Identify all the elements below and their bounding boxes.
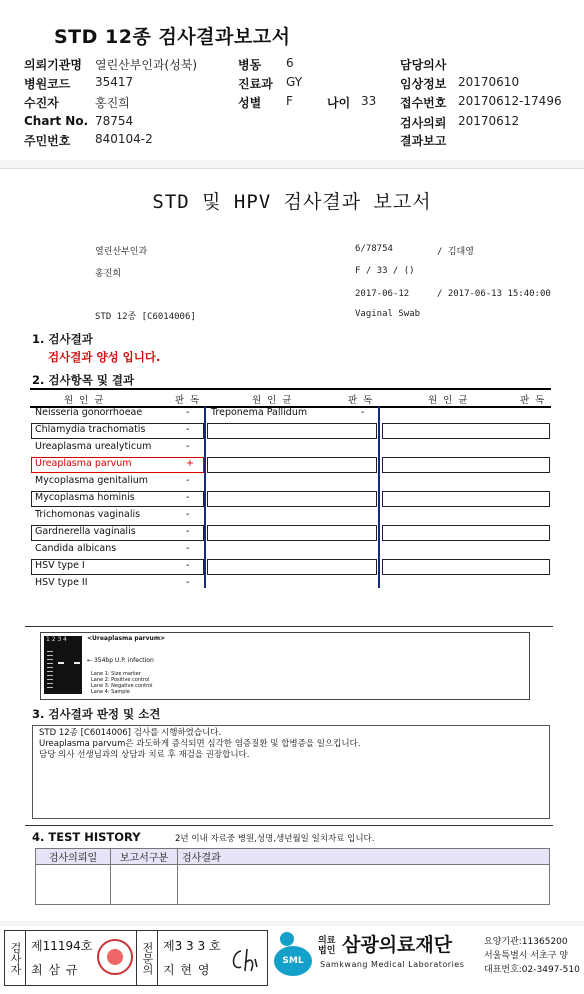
- gel-band-label: ← 354bp U.P. infection: [87, 657, 154, 664]
- sml-logo-icon: [274, 932, 316, 980]
- report-label: 결과보고: [400, 134, 447, 148]
- age-label: 나이: [327, 96, 351, 110]
- pathogen-result: +: [186, 458, 194, 469]
- pathogen-result: -: [186, 407, 190, 418]
- clinical-value: 20170610: [458, 75, 520, 89]
- report-header: [0, 0, 584, 160]
- section-conclusion: 3. 검사결과 판정 및 소견: [32, 707, 161, 721]
- result-cell-box: [207, 423, 377, 439]
- tester-number: 제11194호: [31, 939, 93, 953]
- positive-message: 검사결과 양성 입니다.: [48, 350, 161, 364]
- pathogen-name: HSV type II: [35, 577, 88, 588]
- tester-label: 검사자: [5, 931, 26, 985]
- history-empty-row: [36, 865, 550, 905]
- result-cell-box: [207, 457, 377, 473]
- column-divider: [204, 406, 206, 588]
- conclusion-line: 담당 의사 선생님과의 상담과 치료 후 재검을 권장합니다.: [39, 750, 250, 760]
- report-date-received: 2017-06-12: [355, 289, 410, 299]
- report-patient: 홍진희: [95, 269, 122, 279]
- chart-label: Chart No.: [24, 114, 89, 128]
- gel-legend-item: Lane 3: Negative control: [91, 683, 153, 689]
- pathogen-result: -: [186, 424, 190, 435]
- result-cell-box: [207, 559, 377, 575]
- logo-dot: [280, 932, 294, 946]
- result-cell-box: [31, 559, 204, 575]
- age-value: 33: [361, 94, 377, 108]
- history-note: 2년 이내 자료중 병원,성명,생년월일 일치자료 입니다.: [175, 834, 375, 844]
- id-label: 주민번호: [24, 134, 71, 148]
- patient-label: 수진자: [24, 96, 59, 110]
- address: 서울특별시 서초구 양: [484, 951, 568, 961]
- sex-value: F: [286, 94, 293, 108]
- signature-icon: [227, 945, 261, 975]
- seal-center: [107, 949, 123, 965]
- org-label: 의뢰기관명: [24, 58, 82, 72]
- report-date-reported: / 2017-06-13 15:40:00: [437, 289, 551, 299]
- history-header-row: [36, 849, 550, 865]
- col2-pathogen-name: Treponema Pallidum: [211, 407, 308, 418]
- req-label: 검사의뢰: [400, 116, 447, 130]
- pathogen-result: -: [186, 543, 190, 554]
- result-cell-box: [382, 457, 550, 473]
- pathogen-result: -: [186, 509, 190, 520]
- result-cell-box: [207, 525, 377, 541]
- doctor-label: 담당의사: [400, 58, 447, 72]
- result-cell-box: [382, 559, 550, 575]
- report-ward-chart: 6/78754: [355, 244, 393, 254]
- patient-value: 홍진희: [95, 96, 130, 110]
- sex-label: 성별: [238, 96, 262, 110]
- logo-text: SML: [274, 946, 312, 976]
- report-hospital: 열린산부인과: [95, 247, 148, 257]
- col1-pathogen-header: 원인균: [64, 395, 110, 406]
- pathogen-result: -: [186, 492, 190, 503]
- history-table: [35, 848, 550, 905]
- signature-footer: [0, 926, 584, 994]
- pathogen-name: HSV type I: [35, 560, 85, 571]
- divider: [25, 626, 553, 627]
- gel-legend-item: Lane 1: Size marker: [91, 671, 141, 677]
- pathogen-name: Ureaplasma urealyticum: [35, 441, 152, 452]
- pathogen-name: Chlamydia trachomatis: [35, 424, 146, 435]
- corp-type: 의료법인: [318, 936, 336, 956]
- corp-name: 삼광의료재단: [342, 934, 453, 956]
- report-sex-age: F / 33 / (): [355, 266, 415, 276]
- pathogen-result: -: [186, 441, 190, 452]
- ward-label: 병동: [238, 58, 262, 72]
- gel-lane-numbers: 1 2 3 4: [46, 636, 67, 643]
- history-col-date: 검사의뢰일: [36, 849, 111, 865]
- col2-result-header: 판독: [348, 395, 379, 406]
- result-cell-box: [31, 525, 204, 541]
- col3-pathogen-header: 원인균: [428, 395, 474, 406]
- seal-stamp-icon: [97, 939, 133, 975]
- gel-legend: [91, 671, 153, 695]
- corp-english: Samkwang Medical Laboratories: [320, 960, 465, 969]
- section-items: 2. 검사항목 및 결과: [32, 373, 135, 387]
- recv-value: 20170612-17496: [458, 94, 562, 108]
- tester-name: 최 삼 규: [31, 963, 79, 977]
- report-sheet: [0, 168, 584, 921]
- report-doctor: / 김대영: [437, 247, 474, 257]
- chart-value: 78754: [95, 114, 134, 128]
- section-history: 4. TEST HISTORY: [32, 830, 141, 844]
- institution-code: 요양기관:11365200: [484, 937, 568, 947]
- report-title: STD 및 HPV 검사결과 보고서: [152, 191, 432, 213]
- result-cell-box: [31, 423, 204, 439]
- report-test-name: STD 12종 [C6014006]: [95, 312, 196, 322]
- pathogen-name: Mycoplasma genitalium: [35, 475, 149, 486]
- gel-legend-item: Lane 4: Sample: [91, 689, 130, 695]
- col1-result-header: 판독: [175, 395, 206, 406]
- id-value: 840104-2: [95, 132, 153, 146]
- col3-result-header: 판독: [520, 395, 551, 406]
- req-value: 20170612: [458, 114, 520, 128]
- pathogen-name: Mycoplasma hominis: [35, 492, 135, 503]
- specialist-name: 지 현 영: [163, 963, 211, 977]
- gel-electrophoresis-image: [40, 632, 530, 700]
- specialist-label: 전문의: [136, 931, 158, 985]
- gel-marker-lane: [47, 648, 53, 688]
- pathogen-name: Neisseria gonorrhoeae: [35, 407, 143, 418]
- pathogen-result: -: [186, 560, 190, 571]
- pathogen-name: Ureaplasma parvum: [35, 458, 132, 469]
- conclusion-line: Ureaplasma parvum은 과도하게 증식되면 심각한 염증질환 및 합병증을 일으킵니다.: [39, 739, 361, 749]
- phone: 대표번호:02-3497-510: [484, 965, 580, 975]
- clinical-label: 임상정보: [400, 77, 447, 91]
- section-results: 1. 검사결과: [32, 332, 93, 346]
- gel-legend-item: Lane 2: Positive control: [91, 677, 150, 683]
- conclusion-line: STD 12종 [C6014006] 검사를 시행하였습니다.: [39, 728, 222, 738]
- hcode-label: 병원코드: [24, 77, 71, 91]
- hcode-value: 35417: [95, 75, 134, 89]
- pathogen-result: -: [186, 577, 190, 588]
- result-cell-box: [382, 525, 550, 541]
- dept-label: 진료과: [238, 77, 273, 91]
- gel-caption: <Ureaplasma parvum>: [87, 635, 166, 642]
- recv-label: 접수번호: [400, 96, 447, 110]
- gel-band-text: 354bp U.P. infection: [93, 657, 154, 664]
- dept-value: GY: [286, 75, 303, 89]
- pathogen-result: -: [186, 526, 190, 537]
- report-specimen: Vaginal Swab: [355, 309, 421, 319]
- result-cell-box: [31, 491, 204, 507]
- page-title: STD 12종 검사결과보고서: [54, 26, 291, 48]
- column-divider: [378, 406, 380, 588]
- pathogen-name: Trichomonas vaginalis: [35, 509, 141, 520]
- history-col-result: 검사결과: [178, 849, 550, 865]
- result-cell-box: [382, 491, 550, 507]
- signature-box: [4, 930, 268, 986]
- result-cell-box: [382, 423, 550, 439]
- gel-band: [58, 662, 64, 664]
- pathogen-result: -: [186, 475, 190, 486]
- col2-pathogen-result: -: [361, 407, 365, 418]
- gel-band: [74, 662, 80, 664]
- specialist-number: 제3 3 3 호: [163, 939, 221, 953]
- org-value: 열린산부인과(성북): [95, 58, 198, 72]
- divider: [25, 825, 553, 826]
- result-cell-box: [207, 491, 377, 507]
- pathogen-name: Candida albicans: [35, 543, 117, 554]
- ward-value: 6: [286, 56, 294, 70]
- history-col-type: 보고서구분: [111, 849, 178, 865]
- gel-photo: [44, 636, 82, 694]
- col2-pathogen-header: 원인균: [252, 395, 298, 406]
- conclusion-box: [32, 725, 550, 819]
- result-cell-box: [31, 457, 204, 473]
- pathogen-name: Gardnerella vaginalis: [35, 526, 136, 537]
